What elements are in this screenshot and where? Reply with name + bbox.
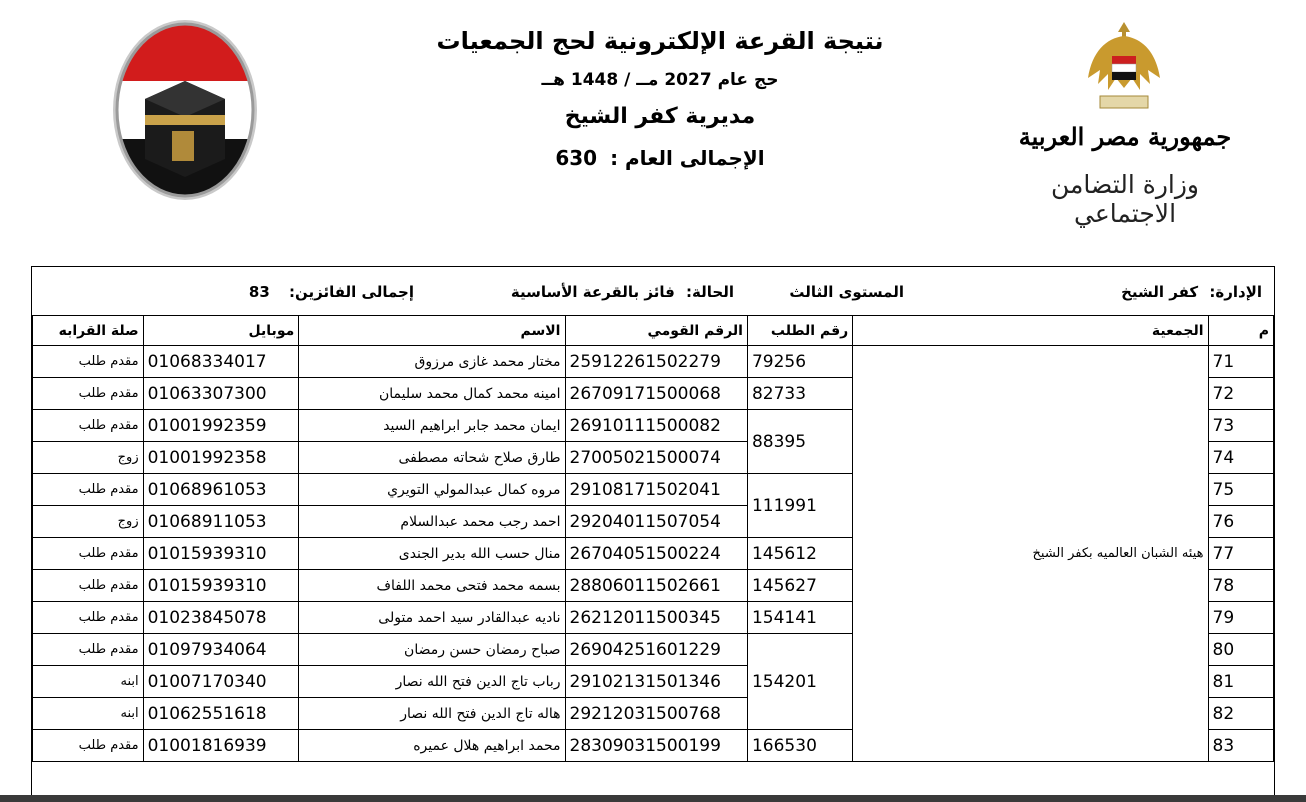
row-number: 78 (1208, 570, 1273, 602)
request-number: 145627 (747, 570, 852, 602)
mobile-number: 01007170340 (143, 666, 299, 698)
row-number: 74 (1208, 442, 1273, 474)
header-national-id: الرقم القومي (565, 316, 747, 346)
person-name: رباب تاج الدين فتح الله نصار (299, 666, 565, 698)
info-bar (32, 267, 1274, 315)
relation: مقدم طلب (33, 634, 144, 666)
admin-value: كفر الشيخ (1121, 283, 1199, 301)
person-name: صباح رمضان حسن رمضان (299, 634, 565, 666)
mobile-number: 01023845078 (143, 602, 299, 634)
row-number: 71 (1208, 346, 1273, 378)
row-number: 73 (1208, 410, 1273, 442)
table-row (33, 346, 1274, 378)
page-header (0, 0, 1306, 250)
header-mobile: موبايل (143, 316, 299, 346)
mobile-number: 01062551618 (143, 698, 299, 730)
person-name: احمد رجب محمد عبدالسلام (299, 506, 565, 538)
person-name: طارق صلاح شحاته مصطفى (299, 442, 565, 474)
results-table (32, 315, 1274, 762)
mobile-number: 01001816939 (143, 730, 299, 762)
table-header-row (33, 316, 1274, 346)
relation: زوج (33, 442, 144, 474)
header-request: رقم الطلب (747, 316, 852, 346)
person-name: محمد ابراهيم هلال عميره (299, 730, 565, 762)
egypt-eagle-emblem (1086, 18, 1162, 114)
relation: مقدم طلب (33, 570, 144, 602)
national-id: 25912261502279 (565, 346, 747, 378)
row-number: 82 (1208, 698, 1273, 730)
directorate-name: مديرية كفر الشيخ (564, 104, 756, 129)
grand-total (400, 146, 920, 170)
mobile-number: 01001992359 (143, 410, 299, 442)
request-number: 145612 (747, 538, 852, 570)
winners-field (249, 283, 414, 301)
national-id: 29212031500768 (565, 698, 747, 730)
relation: ابنه (33, 698, 144, 730)
relation: ابنه (33, 666, 144, 698)
row-number: 72 (1208, 378, 1273, 410)
person-name: ايمان محمد جابر ابراهيم السيد (299, 410, 565, 442)
person-name: بسمه محمد فتحى محمد اللفاف (299, 570, 565, 602)
row-number: 80 (1208, 634, 1273, 666)
mobile-number: 01068334017 (143, 346, 299, 378)
grand-total-label: الإجمالى العام : (610, 146, 765, 170)
ministry-name: وزارة التضامن الاجتماعي (1050, 170, 1200, 228)
person-name: هاله تاج الدين فتح الله نصار (299, 698, 565, 730)
relation: مقدم طلب (33, 378, 144, 410)
mobile-number: 01097934064 (143, 634, 299, 666)
request-number: 154201 (747, 634, 852, 730)
person-name: منال حسب الله بدير الجندى (299, 538, 565, 570)
relation: مقدم طلب (33, 538, 144, 570)
row-number: 79 (1208, 602, 1273, 634)
header-society: الجمعية (853, 316, 1208, 346)
request-number: 79256 (747, 346, 852, 378)
grand-total-value: 630 (555, 146, 598, 170)
row-number: 77 (1208, 538, 1273, 570)
person-name: امينه محمد كمال محمد سليمان (299, 378, 565, 410)
national-id: 27005021500074 (565, 442, 747, 474)
republic-name: جمهورية مصر العربية (1018, 122, 1232, 151)
relation: مقدم طلب (33, 602, 144, 634)
table-body (33, 346, 1274, 762)
national-id: 28309031500199 (565, 730, 747, 762)
row-number: 75 (1208, 474, 1273, 506)
status-field (511, 283, 734, 301)
request-number: 111991 (747, 474, 852, 538)
national-id: 28806011502661 (565, 570, 747, 602)
level-text: المستوى الثالث (789, 283, 904, 301)
results-panel (31, 266, 1275, 796)
national-id: 26212011500345 (565, 602, 747, 634)
admin-label: الإدارة: (1209, 283, 1262, 301)
national-id: 26910111500082 (565, 410, 747, 442)
bottom-bar (0, 795, 1306, 802)
person-name: مختار محمد غازى مرزوق (299, 346, 565, 378)
relation: مقدم طلب (33, 730, 144, 762)
status-label: الحالة: (686, 283, 734, 301)
mobile-number: 01015939310 (143, 570, 299, 602)
document-title: نتيجة القرعة الإلكترونية لحج الجمعيات (436, 27, 884, 55)
winners-value: 83 (248, 283, 270, 301)
relation: مقدم طلب (33, 346, 144, 378)
mobile-number: 01068911053 (143, 506, 299, 538)
person-name: ناديه عبدالقادر سيد احمد متولى (299, 602, 565, 634)
winners-label: إجمالى الفائزين: (289, 283, 414, 301)
hajj-year: حج عام 2027 مــ / 1448 هــ (541, 70, 779, 90)
national-id: 29204011507054 (565, 506, 747, 538)
relation: مقدم طلب (33, 474, 144, 506)
mobile-number: 01001992358 (143, 442, 299, 474)
request-number: 82733 (747, 378, 852, 410)
mobile-number: 01015939310 (143, 538, 299, 570)
mobile-number: 01063307300 (143, 378, 299, 410)
status-value: فائز بالقرعة الأساسية (510, 283, 675, 301)
header-relation: صلة القرابه (33, 316, 144, 346)
national-id: 26904251601229 (565, 634, 747, 666)
row-number: 83 (1208, 730, 1273, 762)
request-number: 166530 (747, 730, 852, 762)
national-id: 29108171502041 (565, 474, 747, 506)
national-id: 26709171500068 (565, 378, 747, 410)
national-id: 29102131501346 (565, 666, 747, 698)
person-name: مروه كمال عبدالمولي التويري (299, 474, 565, 506)
society-cell: هيئه الشبان العالميه بكفر الشيخ (853, 346, 1208, 762)
admin-field (1121, 283, 1262, 301)
relation: زوج (33, 506, 144, 538)
relation: مقدم طلب (33, 410, 144, 442)
header-num: م (1208, 316, 1273, 346)
row-number: 81 (1208, 666, 1273, 698)
mobile-number: 01068961053 (143, 474, 299, 506)
national-id: 26704051500224 (565, 538, 747, 570)
request-number: 154141 (747, 602, 852, 634)
request-number: 88395 (747, 410, 852, 474)
header-name: الاسم (299, 316, 565, 346)
row-number: 76 (1208, 506, 1273, 538)
hajj-foundation-logo (106, 14, 264, 206)
